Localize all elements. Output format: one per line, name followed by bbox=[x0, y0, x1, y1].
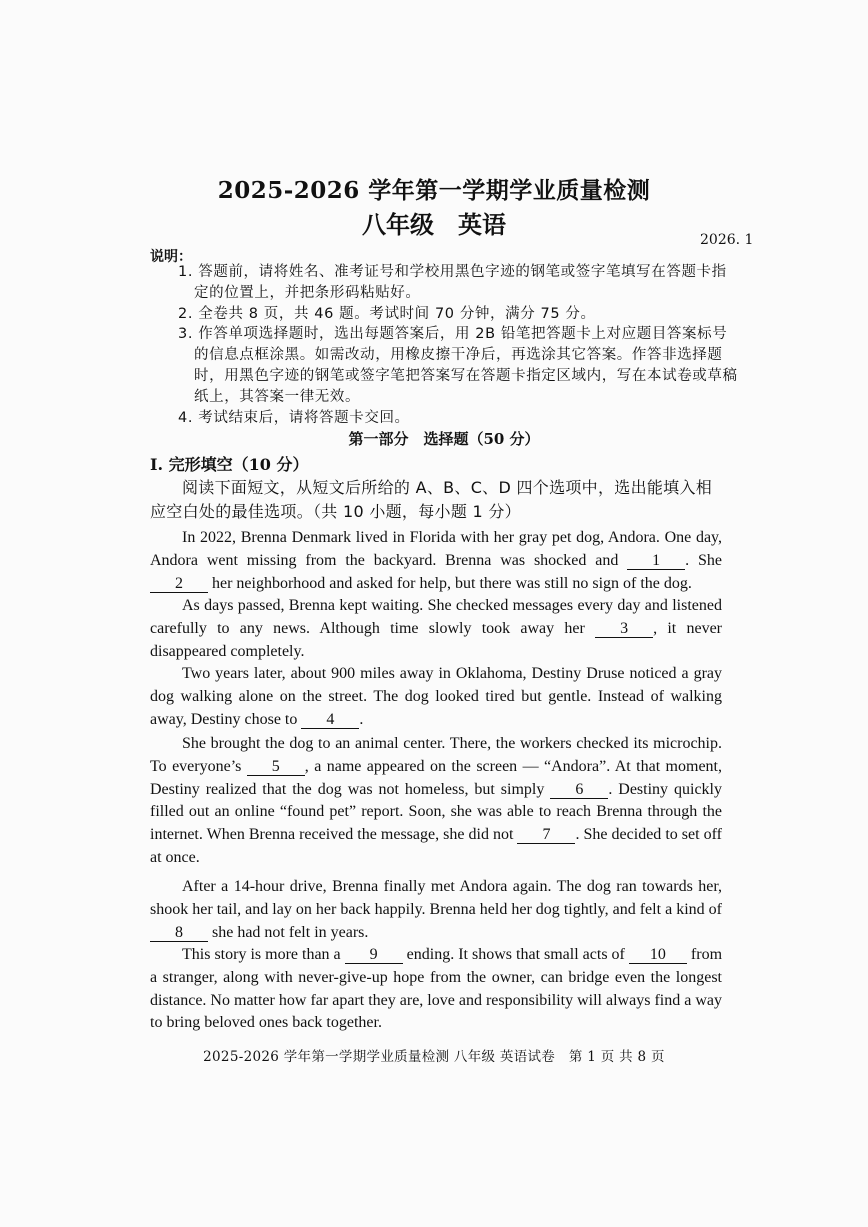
notes-heading: 说明： bbox=[150, 249, 192, 265]
passage-paragraph bbox=[150, 527, 722, 595]
passage-text: . Destiny quickly filled out an online “found pet” report. Soon, she was able to reach Brenna through the internet. When Brenna received the message, she did not bbox=[150, 780, 722, 844]
passage-text: In 2022, Brenna Denmark lived in Florida with her gray pet dog, Andora. One day, Andora went missing from the backyard. Brenna was shocked and bbox=[150, 529, 722, 569]
passage-paragraph bbox=[150, 944, 722, 1035]
cloze-blank: 3 bbox=[595, 621, 653, 638]
passage-text: ending. It shows that small acts of bbox=[402, 946, 629, 963]
cloze-blank: 2 bbox=[150, 576, 208, 593]
note-item: 4. 考试结束后，请将答题卡交回。 bbox=[178, 410, 410, 426]
note-item: 1. 答题前，请将姓名、准考证号和学校用黑色字迹的钢笔或签字笔填写在答题卡指定的位置上，并把条形码粘贴好。 bbox=[178, 264, 727, 301]
passage-text: she had not felt in years. bbox=[208, 923, 369, 941]
passage-text: . She bbox=[685, 551, 722, 569]
cloze-blank: 6 bbox=[550, 782, 608, 799]
exam-subtitle: 八年级 英语 bbox=[362, 210, 506, 239]
passage-text: her neighborhood and asked for help, but there was still no sign of the dog. bbox=[208, 574, 692, 592]
passage-text: She brought the dog to an animal center. There, the workers checked its microchip. To everyone’s bbox=[150, 735, 722, 775]
exam-date: 2026. 1 bbox=[700, 232, 754, 248]
passage-text: . bbox=[359, 710, 364, 728]
exam-title: 2025-2026 学年第一学期学业质量检测 bbox=[217, 177, 651, 204]
cloze-blank: 5 bbox=[247, 759, 305, 776]
passage-paragraph bbox=[150, 733, 722, 870]
passage-text: . She decided to set off at once. bbox=[150, 826, 722, 866]
passage-text: After a 14-hour drive, Brenna finally met Andora again. The dog ran towards her, shook her tail, and lay on her back happily. Brenna held her dog tightly, and felt a kind of bbox=[150, 878, 722, 918]
passage-paragraph bbox=[150, 663, 722, 731]
cloze-blank: 4 bbox=[301, 712, 359, 729]
passage-text: This story is more than a bbox=[182, 946, 345, 963]
passage-text: Two years later, about 900 miles away in Oklahoma, Destiny Druse noticed a gray dog walking alone on the street. The dog looked tired but gentle. Instead of walking away, Destiny chose to bbox=[150, 665, 722, 728]
cloze-blank: 8 bbox=[150, 925, 208, 942]
passage-paragraph bbox=[150, 595, 722, 663]
section-instructions: 阅读下面短文，从短文后所给的 A、B、C、D 四个选项中，选出能填入相应空白处的最佳选项。（共 10 小题，每小题 1 分） bbox=[150, 478, 713, 521]
section-heading: I. 完形填空（10 分） bbox=[150, 455, 309, 474]
passage-paragraph bbox=[150, 876, 722, 944]
note-item: 3. 作答单项选择题时，选出每题答案后，用 2B 铅笔把答题卡上对应题目答案标号的信息点框涂黑。如需改动，用橡皮擦干净后，再选涂其它答案。作答非选择题时，用黑色字迹的钢笔或签字笔把答案写在答题卡指定区域内，写在本试卷或草稿纸上，其答案一律无效。 bbox=[178, 326, 738, 405]
passage-text: from a stranger, along with never-give-up hope from the owner, can bridge even the longest distance. No matter how far apart they are, love and responsibility will always find a way to bring beloved ones back together. bbox=[150, 946, 723, 1032]
cloze-blank: 7 bbox=[517, 827, 575, 844]
cloze-blank: 9 bbox=[345, 947, 403, 964]
note-item: 2. 全卷共 8 页，共 46 题。考试时间 70 分钟，满分 75 分。 bbox=[178, 306, 596, 322]
cloze-blank: 10 bbox=[629, 947, 687, 964]
passage-text: , it never disappeared completely. bbox=[150, 619, 722, 660]
part-heading: 第一部分 选择题（50 分） bbox=[348, 430, 540, 448]
cloze-blank: 1 bbox=[627, 553, 685, 570]
page-footer: 2025-2026 学年第一学期学业质量检测 八年级 英语试卷 第 1 页 共 8 页 bbox=[203, 1049, 665, 1065]
passage-text: , a name appeared on the screen — “Andora”. At that moment, Destiny realized that the dog was not homeless, but simply bbox=[150, 757, 722, 798]
passage-text: As days passed, Brenna kept waiting. She checked messages every day and listened carefully to any news. Although time slowly took away her bbox=[150, 597, 722, 637]
